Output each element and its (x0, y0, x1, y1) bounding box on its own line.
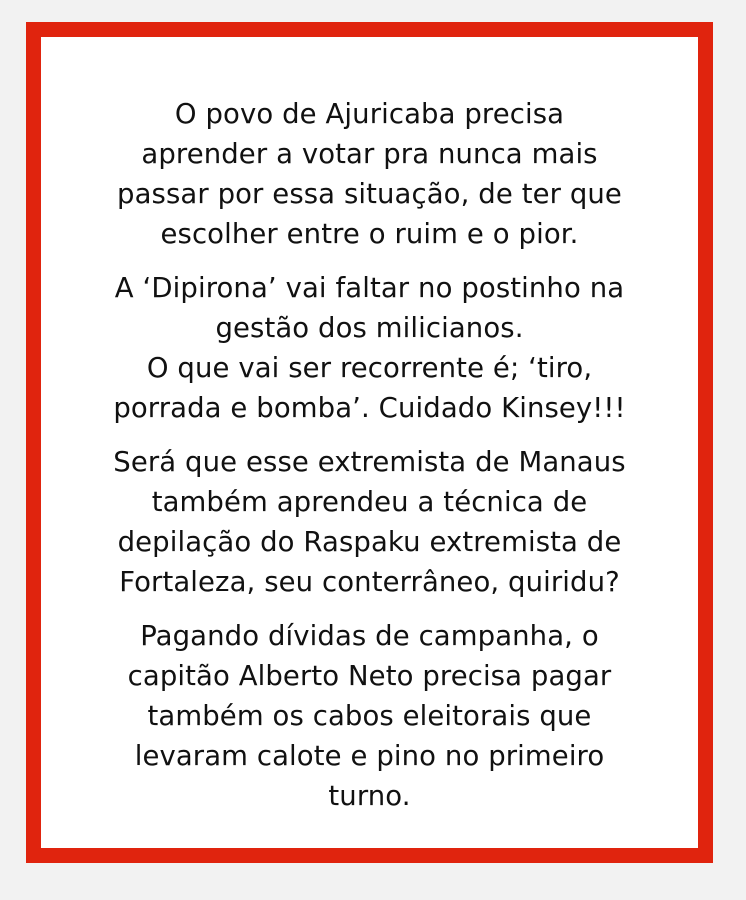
paragraph-line: também aprendeu a técnica de (151, 486, 588, 518)
paragraph-line: Será que esse extremista de Manaus (113, 446, 626, 478)
paragraph-line: capitão Alberto Neto precisa pagar (127, 660, 612, 692)
paragraph-line: aprender a votar pra nunca mais (141, 138, 598, 170)
paragraph-line: turno. (328, 780, 411, 812)
paragraph-line: O que vai ser recorrente é; ‘tiro, (146, 352, 593, 384)
card-content (41, 94, 698, 830)
paragraph-line: Fortaleza, seu conterrâneo, quiridu? (119, 566, 620, 598)
paragraph-line: depilação do Raspaku extremista de (117, 526, 622, 558)
paragraph-line: porrada e bomba’. Cuidado Kinsey!!! (113, 392, 626, 424)
paragraph-line: passar por essa situação, de ter que (117, 178, 622, 210)
paragraph-3 (47, 442, 692, 602)
paragraph-4 (47, 616, 692, 816)
text-card (26, 22, 713, 863)
paragraph-line: Pagando dívidas de campanha, o (140, 620, 599, 652)
paragraph-line: O povo de Ajuricaba precisa (174, 98, 565, 130)
paragraph-line: escolher entre o ruim e o pior. (160, 218, 579, 250)
paragraph-1 (47, 94, 692, 254)
paragraph-2 (47, 268, 692, 428)
paragraph-line: gestão dos milicianos. (215, 312, 524, 344)
paragraph-line: também os cabos eleitorais que (147, 700, 592, 732)
paragraph-line: A ‘Dipirona’ vai faltar no postinho na (114, 272, 625, 304)
paragraph-line: levaram calote e pino no primeiro (134, 740, 605, 772)
